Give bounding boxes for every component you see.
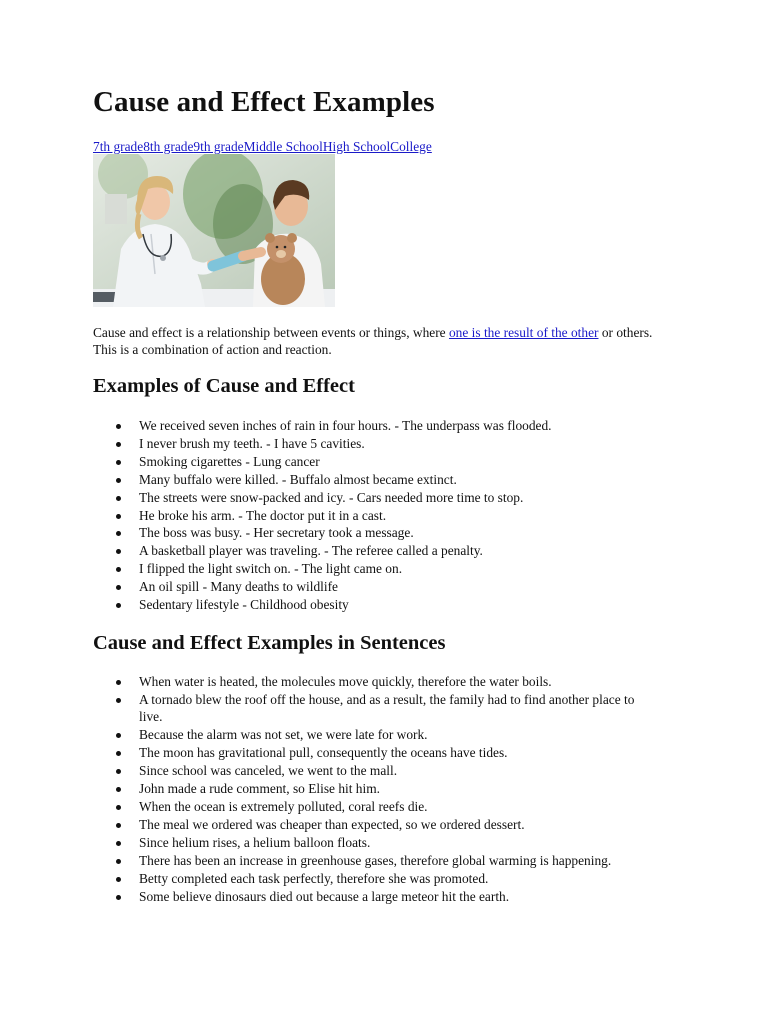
- list-item: We received seven inches of rain in four hours. - The underpass was flooded.: [93, 417, 673, 435]
- list-item: I never brush my teeth. - I have 5 cavities.: [93, 435, 673, 453]
- doctor-and-boy-photo: [93, 154, 335, 307]
- tag-link-high-school[interactable]: High School: [322, 139, 391, 154]
- list-item: There has been an increase in greenhouse gases, therefore global warming is happening.: [93, 852, 653, 869]
- tag-link-8th-grade[interactable]: 8th grade: [143, 139, 194, 154]
- page-title: Cause and Effect Examples: [93, 86, 435, 118]
- list-item: Because the alarm was not set, we were late for work.: [93, 726, 653, 743]
- tag-links: [93, 139, 432, 155]
- list-item: He broke his arm. - The doctor put it in a cast.: [93, 507, 673, 525]
- list-item: A tornado blew the roof off the house, and as a result, the family had to find another place to live.: [93, 691, 653, 725]
- list-item: Since helium rises, a helium balloon floats.: [93, 834, 653, 851]
- list-item: Smoking cigarettes - Lung cancer: [93, 453, 673, 471]
- list-item: When the ocean is extremely polluted, coral reefs die.: [93, 798, 653, 815]
- list-item: Betty completed each task perfectly, therefore she was promoted.: [93, 870, 653, 887]
- list-item: Sedentary lifestyle - Childhood obesity: [93, 596, 673, 614]
- tag-link-middle-school[interactable]: Middle School: [243, 139, 323, 154]
- list-item: When water is heated, the molecules move quickly, therefore the water boils.: [93, 673, 653, 690]
- tag-link-7th-grade[interactable]: 7th grade: [93, 139, 144, 154]
- list-item: The meal we ordered was cheaper than expected, so we ordered dessert.: [93, 816, 653, 833]
- sentences-heading: Cause and Effect Examples in Sentences: [93, 632, 446, 654]
- result-link[interactable]: one is the result of the other: [448, 325, 599, 340]
- tag-link-9th-grade[interactable]: 9th grade: [193, 139, 244, 154]
- list-item: John made a rude comment, so Elise hit him.: [93, 780, 653, 797]
- list-item: The moon has gravitational pull, consequently the oceans have tides.: [93, 744, 653, 761]
- list-item: Many buffalo were killed. - Buffalo almost became extinct.: [93, 471, 673, 489]
- sentences-list: [93, 673, 653, 906]
- tag-link-college[interactable]: College: [390, 139, 432, 154]
- list-item: Since school was canceled, we went to the mall.: [93, 762, 653, 779]
- intro-text-after: or others. This is a combination of action and reaction.: [93, 325, 653, 357]
- intro-text-before: Cause and effect is a relationship between events or things, where: [93, 325, 449, 340]
- examples-heading: Examples of Cause and Effect: [93, 375, 355, 397]
- list-item: The streets were snow-packed and icy. - Cars needed more time to stop.: [93, 489, 673, 507]
- list-item: Some believe dinosaurs died out because a large meteor hit the earth.: [93, 888, 653, 905]
- list-item: A basketball player was traveling. - The referee called a penalty.: [93, 542, 673, 560]
- list-item: An oil spill - Many deaths to wildlife: [93, 578, 673, 596]
- list-item: The boss was busy. - Her secretary took a message.: [93, 524, 673, 542]
- examples-list: [93, 417, 673, 614]
- list-item: I flipped the light switch on. - The light came on.: [93, 560, 673, 578]
- intro-paragraph: [93, 325, 653, 358]
